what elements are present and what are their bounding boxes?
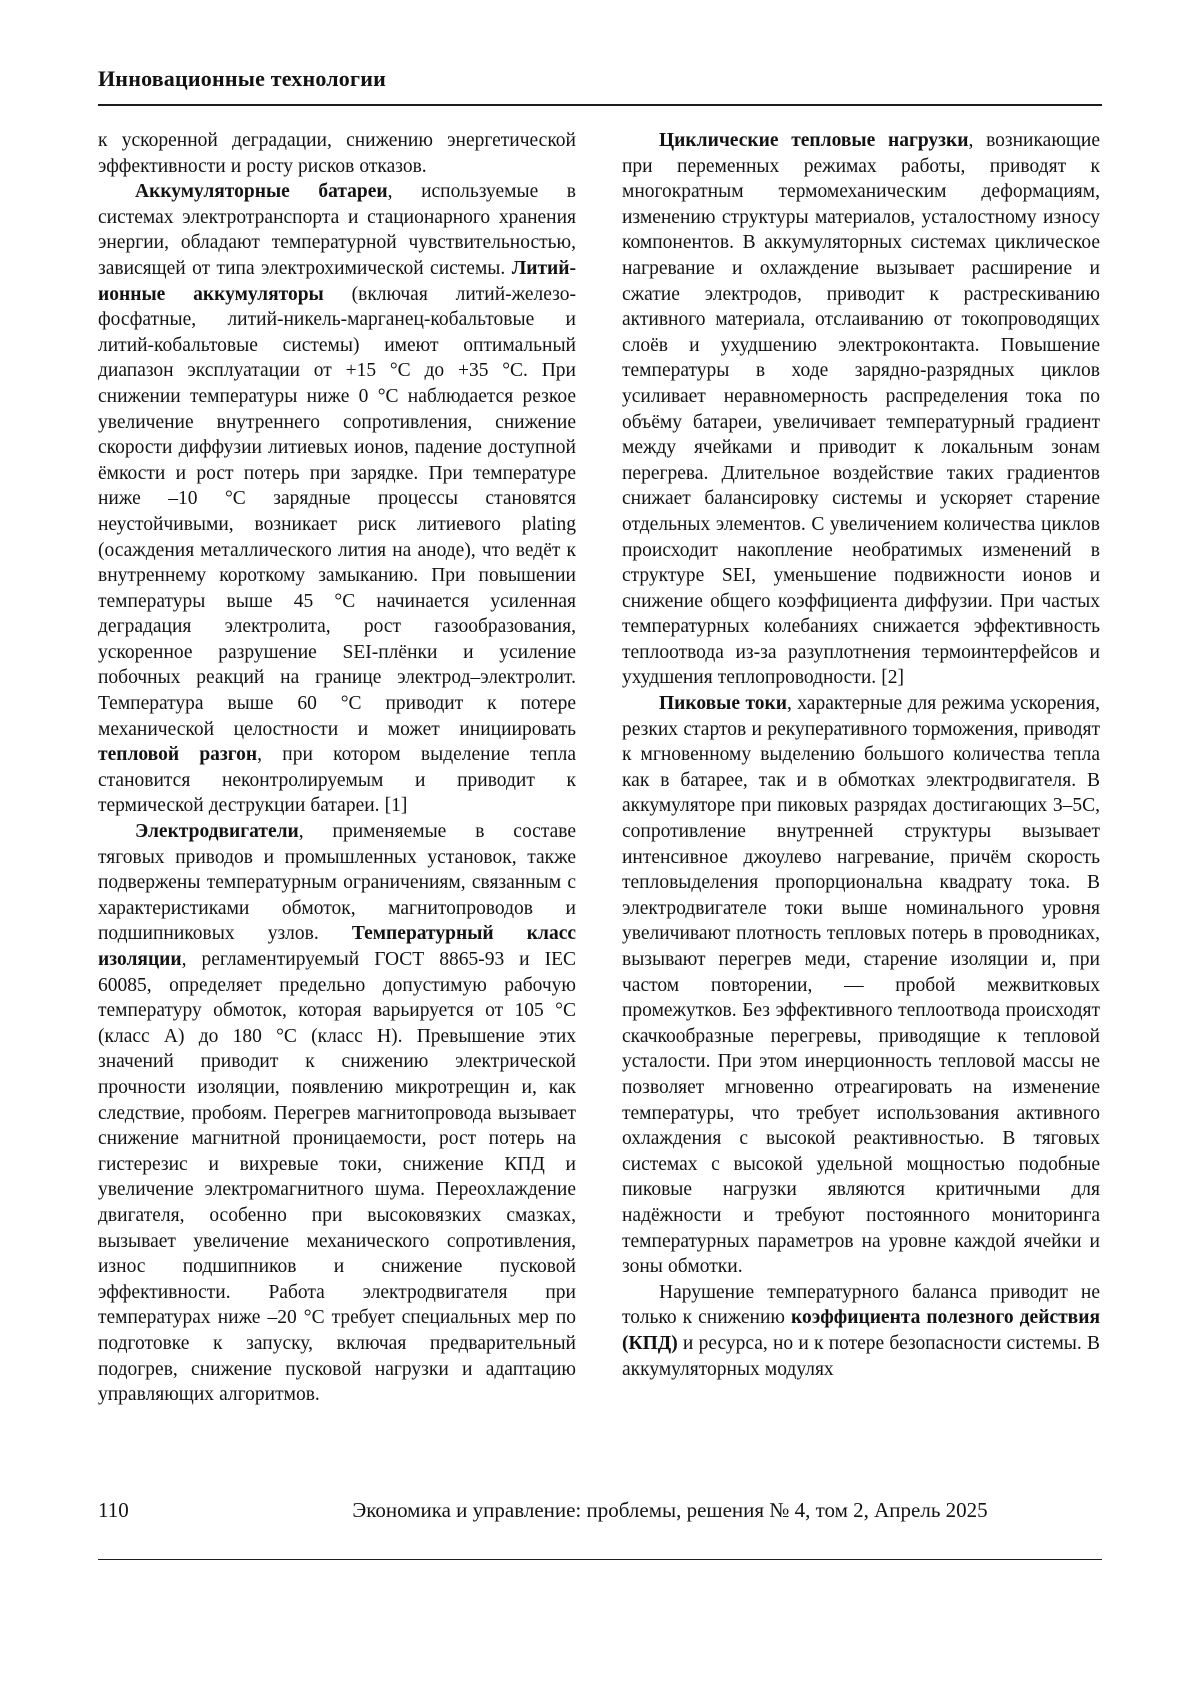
body-text: , регламентируемый ГОСТ 8865-93 и IEC 60085, определяет предельно допустимую рабочую температуру обмоток, которая варьируется от 105 °C (класс A) до 180 °C (класс H). Превышение этих значений приводит к снижению электрической прочности изоляции, появлению микротрещин и, как следствие, пробоям. Перегрев магнитопровода вызывает снижение магнитной проницаемости, рост потерь на гистерезис и вихревые токи, снижение КПД и увеличение электромагнитного шума. Переохлаждение двигателя, особенно при высоковязких смазках, вызывает увеличение механического сопротивления, износ подшипников и снижение пусковой эффективности. Работа электродвигателя при температурах ниже –20 °C требует специальных мер по подготовке к запуску, включая предварительный подогрев, снижение пусковой нагрузки и адаптацию управляющих алгоритмов. xyxy=(98,949,576,1406)
bold-term: Пиковые токи xyxy=(659,693,788,715)
paragraph xyxy=(622,691,1100,1280)
footer-row xyxy=(98,1498,1102,1560)
body-text: , применяемые в составе тяговых приводов и промышленных установок, также подвержены температурным ограничениям, связанным с характеристиками обмоток, магнитопроводов и подшипниковых узлов. xyxy=(98,821,576,945)
body-text: , возникающие при переменных режимах работы, приводят к многократным термомеханическим деформациям, изменению структуры материалов, усталостному износу компонентов. В аккумуляторных системах циклическое нагревание и охлаждение вызывает расширение и сжатие электродов, приводит к растрескиванию активного материала, отслаиванию от токопроводящих слоёв и ухудшению электроконтакта. Повышение температуры в ходе зарядно-разрядных циклов усиливает неравномерность распределения тока по объёму батареи, увеличивает температурный градиент между ячейками и приводит к локальным зонам перегрева. Длительное воздействие таких градиентов снижает балансировку системы и ускоряет старение отдельных элементов. С увеличением количества циклов происходит накопление необратимых изменений в структуре SEI, уменьшение подвижности ионов и снижение общего коэффициента диффузии. При частых температурных колебаниях снижается эффективность теплоотвода из-за разуплотнения термоинтерфейсов и ухудшения теплопроводности. [2] xyxy=(622,130,1100,689)
body-text: , характерные для режима ускорения, резких стартов и рекуперативного торможения, приводят к мгновенному выделению большого количества тепла как в батарее, так и в обмотках электродвигателя. В аккумуляторе при пиковых разрядах достигающих 3–5C, сопротивление внутренней структуры вызывает интенсивное джоулево нагревание, причём скорость тепловыделения пропорциональна квадрату тока. В электродвигателе токи выше номинального уровня увеличивают плотность тепловых потерь в проводниках, вызывают перегрев меди, старение изоляции и, при частом повторении, — пробой межвитковых промежутков. Без эффективного теплоотвода происходят скачкообразные перегревы, приводящие к тепловой усталости. При этом инерционность тепловой массы не позволяет мгновенно отреагировать на изменение температуры, что требует использования активного охлаждения с высокой реактивностью. В тяговых системах с высокой удельной мощностью подобные пиковые нагрузки являются критичными для надёжности и требуют постоянного мониторинга температурных параметров на уровне каждой ячейки и зоны обмотки. xyxy=(622,693,1100,1278)
bold-term: Циклические тепловые нагрузки xyxy=(659,130,969,151)
body-text: Нарушение температурного баланса приводит не только к снижению xyxy=(622,1281,1100,1329)
body-text: , используемые в системах электротранспорта и стационарного хранения энергии, обладают температурной чувствительностью, зависящей от типа электрохимической системы. xyxy=(98,181,576,279)
journal-title-line: Экономика и управление: проблемы, решения № 4, том 2, Апрель 2025 xyxy=(352,1498,988,1522)
bold-term: Аккумуляторные батареи xyxy=(135,181,388,203)
bold-term: Электродвигатели xyxy=(135,821,299,843)
paragraph xyxy=(98,179,576,819)
paragraph xyxy=(98,819,576,1408)
article-body xyxy=(98,128,1102,1408)
page-number: 110 xyxy=(98,1498,129,1522)
body-text: к ускоренной деградации, снижению энергетической эффективности и росту рисков отказов. xyxy=(98,130,576,177)
body-text: и ресурса, но и к потере безопасности системы. В аккумуляторных модулях xyxy=(622,1332,1100,1380)
body-text: , при котором выделение тепла становится неконтролируемым и приводит к термической деструкции батареи. [1] xyxy=(98,744,576,817)
paragraph xyxy=(622,128,1100,691)
bold-term: тепловой разгон xyxy=(98,744,258,766)
column-right xyxy=(622,128,1100,1408)
page-footer xyxy=(98,1498,1102,1560)
column-left xyxy=(98,128,576,1408)
paragraph xyxy=(622,1280,1100,1382)
bold-term: коэффициента полезного действия (КПД) xyxy=(622,1307,1100,1354)
section-header: Инновационные технологии xyxy=(98,66,1102,106)
bold-term: Литий-ионные аккумуляторы xyxy=(98,257,576,305)
paragraph xyxy=(98,128,576,179)
body-text: (включая литий-железо-фосфатные, литий-никель-марганец-кобальтовые и литий-кобальтовые системы) имеют оптимальный диапазон эксплуатации от +15 °C до +35 °C. При снижении температуры ниже 0 °C наблюдается резкое увеличение внутреннего сопротивления, снижение скорости диффузии литиевых ионов, падение доступной ёмкости и рост потерь при зарядке. При температуре ниже –10 °C зарядные процессы становятся неустойчивыми, возникает риск литиевого plating (осаждения металлического лития на аноде), что ведёт к внутреннему короткому замыканию. При повышении температуры выше 45 °C начинается усиленная деградация электролита, рост газообразования, ускоренное разрушение SEI-плёнки и усиление побочных реакций на границе электрод–электролит. Температура выше 60 °C приводит к потере механической целостности и может инициировать xyxy=(98,283,576,740)
bold-term: Температурный класс изоляции xyxy=(98,923,577,970)
